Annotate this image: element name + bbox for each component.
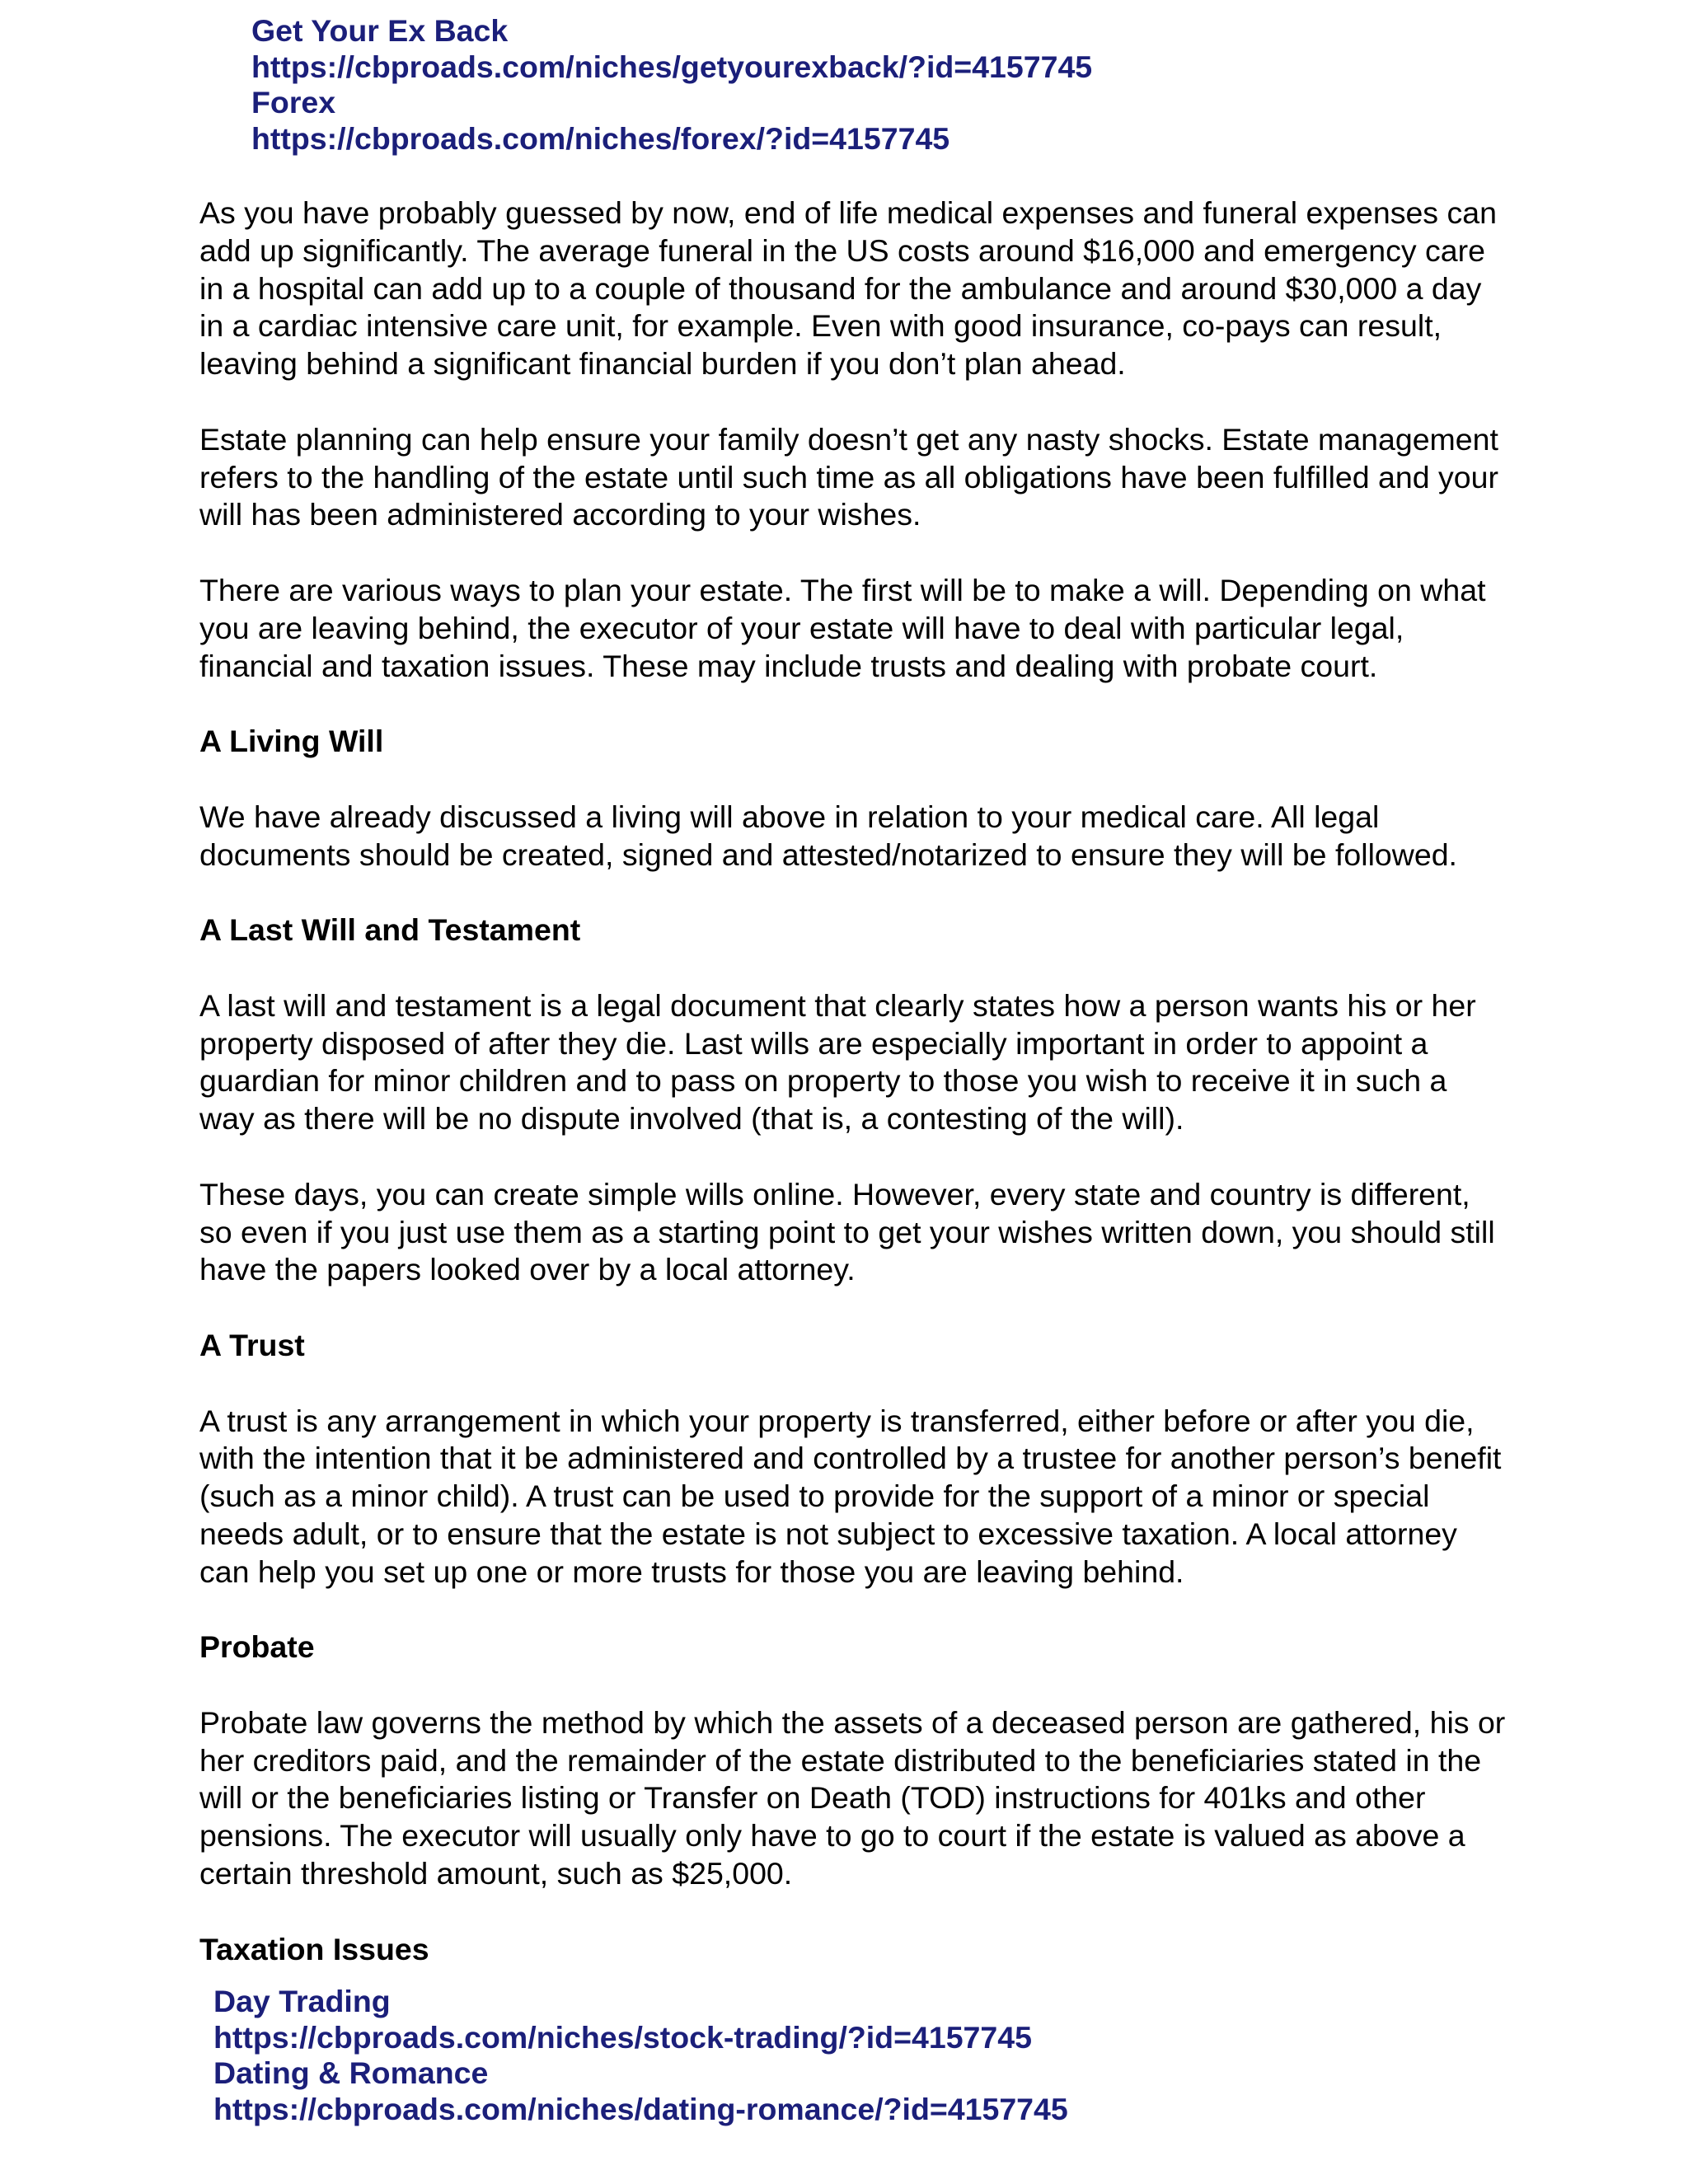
top-ad-links [251, 13, 1092, 157]
ad-link-title[interactable]: Dating & Romance [213, 2055, 489, 2091]
ad-link-url[interactable]: https://cbproads.com/niches/getyourexback/?id=4157745 [251, 49, 1093, 84]
ad-link-url[interactable]: https://cbproads.com/niches/dating-romance/?id=4157745 [213, 2091, 1068, 2126]
ad-link-url[interactable]: https://cbproads.com/niches/forex/?id=4157745 [251, 120, 950, 156]
paragraph: As you have probably guessed by now, end of life medical expenses and funeral expenses can add up significantly. The average funeral in the US costs around $16,000 and emergency care in a hospital can add up to a couple of thousand for the ambulance and around $30,000 a day in a cardiac intensive care unit, for example. Even with good insurance, co-pays can result, leaving behind a significant financial burden if you don’t plan ahead. [199, 195, 1497, 382]
section-heading: Taxation Issues [199, 1931, 429, 1966]
paragraph: Estate planning can help ensure your family doesn’t get any nasty shocks. Estate management refers to the handling of the estate until such time as all obligations have been fulfilled and your will has been administered according to your wishes. [199, 421, 1498, 532]
paragraph: There are various ways to plan your estate. The first will be to make a will. Depending on what you are leaving behind, the executor of your estate will have to deal with particular legal, financial and taxation issues. These may include trusts and dealing with probate court. [199, 572, 1486, 683]
document-body [199, 194, 1510, 2006]
ad-link-title[interactable]: Get Your Ex Back [251, 13, 509, 48]
paragraph: We have already discussed a living will above in relation to your medical care. All legal documents should be created, signed and attested/notarized to ensure they will be followed. [199, 799, 1457, 872]
section-heading: A Trust [199, 1327, 305, 1362]
section-heading: Probate [199, 1629, 315, 1665]
paragraph: A last will and testament is a legal document that clearly states how a person wants his or her property disposed of after they die. Last wills are especially important in order to appoint a guardian for minor children and to pass on property to those you wish to receive it in such a way as there will be no dispute involved (that is, a contesting of the will). [199, 987, 1476, 1137]
section-heading: A Last Will and Testament [199, 912, 581, 948]
ad-link-title[interactable]: Forex [251, 85, 336, 120]
paragraph: Probate law governs the method by which the assets of a deceased person are gathered, his or her creditors paid, and the remainder of the estate distributed to the beneficiaries stated in the will or the beneficiaries listing or Transfer on Death (TOD) instructions for 401ks and other pensions. The executor will usually only have to go to court if the estate is valued as above a certain threshold amount, such as $25,000. [199, 1704, 1506, 1891]
section-heading: A Living Will [199, 724, 384, 759]
paragraph: A trust is any arrangement in which your property is transferred, either before or after you die, with the intention that it be administered and controlled by a trustee for another person’s benefit (such as a minor child). A trust can be used to provide for the support of a minor or special needs adult, or to ensure that the estate is not subject to excessive taxation. A local attorney can help you set up one or more trusts for those you are leaving behind. [199, 1403, 1502, 1589]
bottom-ad-links [213, 1984, 1068, 2127]
ad-link-title[interactable]: Day Trading [213, 1984, 391, 2018]
paragraph: These days, you can create simple wills online. However, every state and country is different, so even if you just use them as a starting point to get your wishes written down, you should still have the papers looked over by a local attorney. [199, 1176, 1495, 1287]
ad-link-url[interactable]: https://cbproads.com/niches/stock-trading/?id=4157745 [213, 2019, 1032, 2055]
